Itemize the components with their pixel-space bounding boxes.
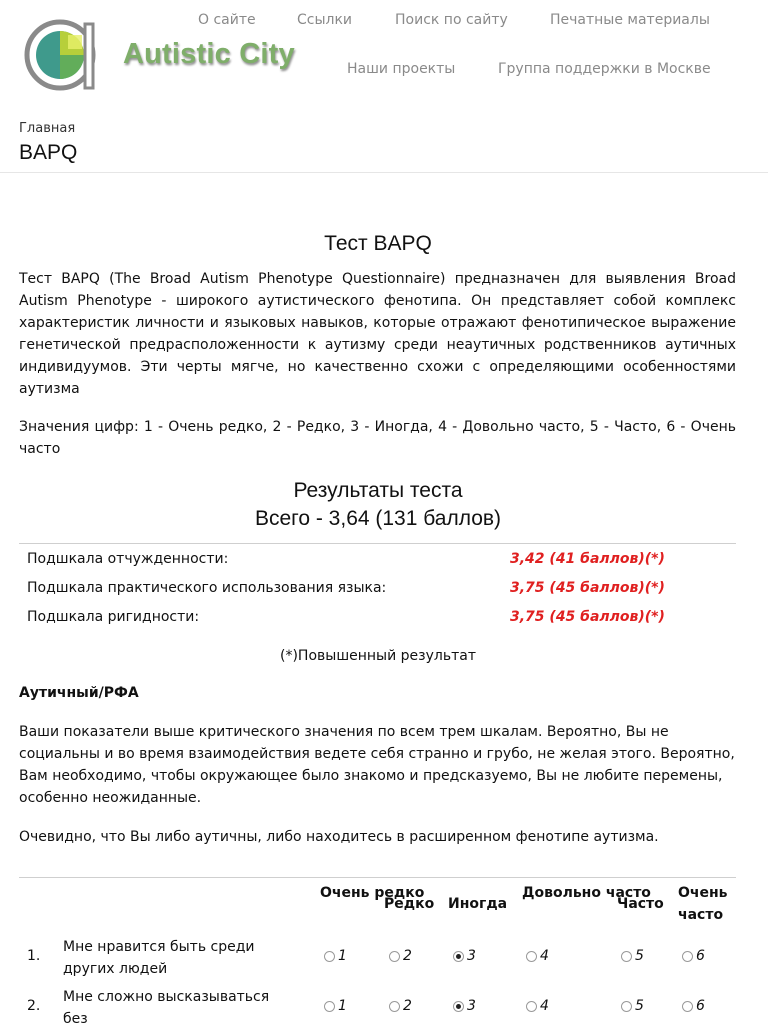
page-title: BAPQ bbox=[19, 141, 78, 164]
answer-option[interactable] bbox=[526, 948, 549, 964]
radio-icon[interactable] bbox=[526, 951, 537, 962]
answer-option-value: 1 bbox=[338, 998, 347, 1014]
column-header: Очень часто bbox=[678, 885, 728, 923]
radio-icon[interactable] bbox=[682, 951, 693, 962]
column-header: Очень редко bbox=[320, 885, 425, 901]
subscale-value: 3,75 (45 баллов)(*) bbox=[510, 609, 665, 625]
answer-option-value: 4 bbox=[540, 998, 549, 1014]
diagnosis-paragraph: Ваши показатели выше критического значения по всем трем шкалам. Вероятно, Вы не социальны и во время взаимодействия ведете себя странно и грубо, не желая этого. Вероятно, Вам необходимо, чтобы окружающее было знакомо и предсказуемо, Вы не любите перемены, особенно неожиданные. bbox=[19, 724, 735, 806]
answer-option[interactable] bbox=[453, 998, 476, 1014]
subscale-row bbox=[19, 544, 736, 573]
answer-option[interactable] bbox=[324, 948, 347, 964]
header-divider bbox=[0, 172, 768, 173]
radio-checked-icon[interactable] bbox=[453, 1001, 464, 1012]
radio-icon[interactable] bbox=[526, 1001, 537, 1012]
answer-option-value: 3 bbox=[467, 998, 476, 1014]
column-header: Иногда bbox=[448, 896, 508, 912]
subscale-label: Подшкала отчужденности: bbox=[27, 551, 229, 567]
answer-option[interactable] bbox=[526, 998, 549, 1014]
radio-checked-icon[interactable] bbox=[453, 951, 464, 962]
nav-link-site-search[interactable]: Поиск по сайту bbox=[395, 12, 508, 28]
nav-link-support-group[interactable]: Группа поддержки в Москве bbox=[498, 61, 711, 77]
nav-link-our-projects[interactable]: Наши проекты bbox=[347, 61, 456, 77]
results-total: Всего - 3,64 (131 баллов) bbox=[254, 507, 502, 530]
test-title: Тест BAPQ bbox=[324, 232, 432, 255]
results-heading bbox=[0, 477, 756, 533]
answer-option-value: 1 bbox=[338, 948, 347, 964]
results-title: Результаты теста bbox=[293, 479, 463, 502]
radio-icon[interactable] bbox=[324, 1001, 335, 1012]
site-header bbox=[0, 0, 768, 110]
answer-option[interactable] bbox=[682, 998, 705, 1014]
subscale-label: Подшкала ригидности: bbox=[27, 609, 200, 625]
answer-option[interactable] bbox=[453, 948, 476, 964]
breadcrumb-home[interactable]: Главная bbox=[19, 121, 76, 136]
diagnosis-title: Аутичный/РФА bbox=[19, 685, 139, 701]
answer-option-value: 6 bbox=[696, 948, 705, 964]
subscale-value: 3,42 (41 баллов)(*) bbox=[510, 551, 665, 567]
answer-option-value: 6 bbox=[696, 998, 705, 1014]
radio-icon[interactable] bbox=[389, 951, 400, 962]
nav-link-links[interactable]: Ссылки bbox=[297, 12, 353, 28]
answer-option[interactable] bbox=[682, 948, 705, 964]
column-header: Довольно часто bbox=[522, 885, 651, 901]
radio-icon[interactable] bbox=[621, 951, 632, 962]
answer-option[interactable] bbox=[389, 948, 412, 964]
diagnosis-conclusion: Очевидно, что Вы либо аутичны, либо находитесь в расширенном фенотипе аутизма. bbox=[19, 829, 659, 845]
logo-text[interactable]: Autistic City bbox=[123, 38, 295, 70]
answer-option[interactable] bbox=[389, 998, 412, 1014]
answer-option-value: 2 bbox=[403, 948, 412, 964]
radio-icon[interactable] bbox=[621, 1001, 632, 1012]
question-number: 1. bbox=[27, 948, 41, 964]
radio-icon[interactable] bbox=[682, 1001, 693, 1012]
site-logo-icon[interactable] bbox=[24, 18, 100, 92]
subscale-label: Подшкала практического использования языка: bbox=[27, 580, 387, 596]
answer-option-value: 5 bbox=[635, 998, 644, 1014]
answer-option-value: 4 bbox=[540, 948, 549, 964]
nav-link-print-materials[interactable]: Печатные материалы bbox=[550, 12, 710, 28]
subscale-row bbox=[19, 602, 736, 631]
answer-option-value: 2 bbox=[403, 998, 412, 1014]
question-text: Мне нравится быть среди других людей bbox=[63, 939, 255, 977]
answer-option[interactable] bbox=[621, 948, 644, 964]
question-text: Мне сложно высказываться без bbox=[63, 989, 270, 1027]
radio-icon[interactable] bbox=[324, 951, 335, 962]
column-header: Редко bbox=[384, 896, 435, 912]
answer-option[interactable] bbox=[621, 998, 644, 1014]
subscale-table bbox=[19, 543, 736, 631]
nav-link-about[interactable]: О сайте bbox=[198, 12, 256, 28]
answer-option-value: 3 bbox=[467, 948, 476, 964]
radio-icon[interactable] bbox=[389, 1001, 400, 1012]
answer-option-value: 5 bbox=[635, 948, 644, 964]
test-intro: Тест BAPQ (The Broad Autism Phenotype Questionnaire) предназначен для выявления Broad Autism Phenotype - широкого аутистического фенотипа. Он представляет собой комплекс характеристик личности и языковых навыков, которые отражают фенотипическое выражение генетической предрасположенности к аутизму среди неаутичных родственников аутичных индивидуумов. Эти черты мягче, но качественно схожи с определяющими особенностями аутизма bbox=[19, 271, 736, 397]
subscale-row bbox=[19, 573, 736, 602]
column-header: Часто bbox=[617, 896, 664, 912]
elevated-footnote: (*)Повышенный результат bbox=[280, 648, 476, 664]
subscale-value: 3,75 (45 баллов)(*) bbox=[510, 580, 665, 596]
answer-option[interactable] bbox=[324, 998, 347, 1014]
question-number: 2. bbox=[27, 998, 41, 1014]
values-legend: Значения цифр: 1 - Очень редко, 2 - Редко, 3 - Иногда, 4 - Довольно часто, 5 - Часто, 6 - Очень часто bbox=[19, 419, 736, 457]
questions-table bbox=[19, 877, 736, 1027]
